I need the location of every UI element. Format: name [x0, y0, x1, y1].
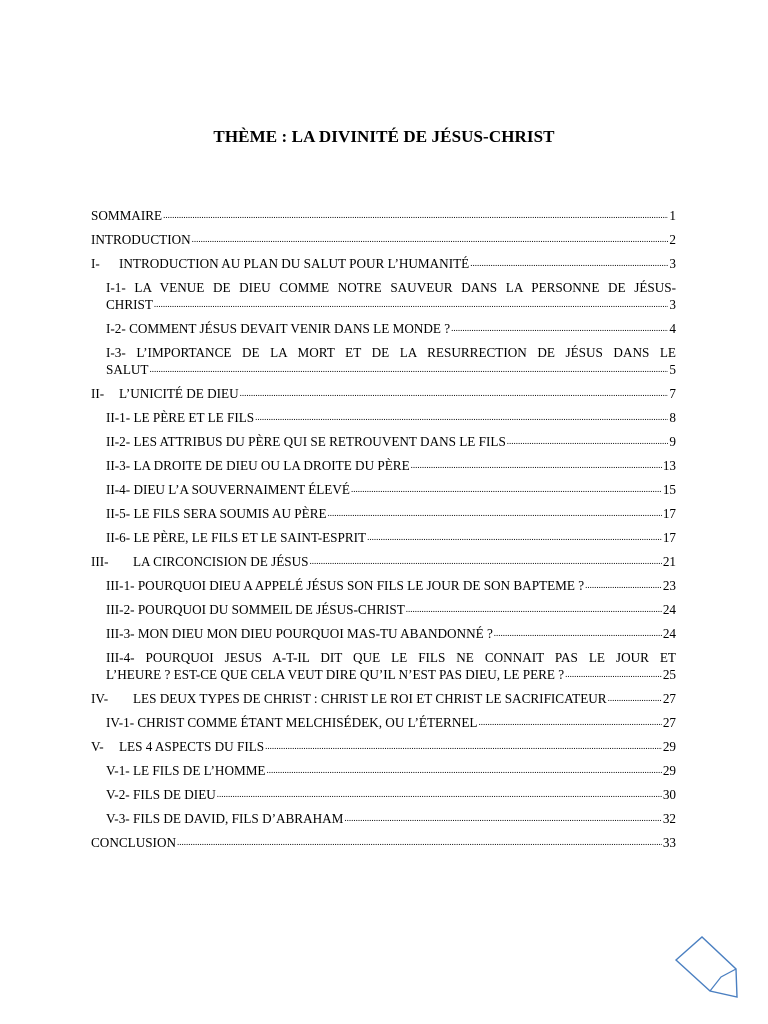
- toc-dot-leader: [494, 625, 662, 642]
- toc-entry[interactable]: [91, 553, 676, 577]
- toc-entry-label: III-1- POURQUOI DIEU A APPELÉ JÉSUS SON FILS LE JOUR DE SON BAPTEME ?: [106, 578, 585, 593]
- toc-entry-label: II-1- LE PÈRE ET LE FILS: [106, 410, 255, 425]
- toc-page-number: 33: [662, 835, 676, 850]
- toc-page-number: 3: [669, 256, 676, 271]
- toc-dot-leader: [310, 553, 662, 570]
- toc-entry-label: V-2- FILS DE DIEU: [106, 787, 216, 802]
- toc-entry-label: SOMMAIRE: [91, 208, 163, 223]
- toc-entry-text-line1: I-1- LA VENUE DE DIEU COMME NOTRE SAUVEUR DANS LA PERSONNE DE JÉSUS-: [106, 280, 676, 295]
- toc-page-number: 9: [669, 434, 676, 449]
- toc-entry-label: V-1- LE FILS DE L’HOMME: [106, 763, 266, 778]
- toc-entry-text-line1: III-4- POURQUOI JESUS A-T-IL DIT QUE LE FILS NE CONNAIT PAS LE JOUR ET: [106, 650, 676, 665]
- toc-entry-label: IV-1- CHRIST COMME ÉTANT MELCHISÉDEK, OU L’ÉTERNEL: [106, 715, 478, 730]
- toc-entry-number: I-: [91, 256, 100, 271]
- toc-entry[interactable]: [91, 738, 676, 762]
- document-title: THÈME : LA DIVINITÉ DE JÉSUS-CHRIST: [213, 127, 555, 146]
- toc-entry[interactable]: [91, 577, 676, 601]
- toc-page-number: 2: [669, 232, 676, 247]
- toc-entry[interactable]: [91, 279, 676, 320]
- toc-entry-label: II-2- LES ATTRIBUS DU PÈRE QUI SE RETROUVENT DANS LE FILS: [106, 434, 506, 449]
- table-of-contents: [91, 207, 676, 858]
- toc-entry-number: III-: [91, 554, 109, 569]
- toc-entry[interactable]: [91, 601, 676, 625]
- toc-page-number: 23: [662, 578, 676, 593]
- toc-dot-leader: [406, 601, 662, 618]
- toc-page-number: 29: [662, 763, 676, 778]
- toc-dot-leader: [163, 207, 668, 224]
- toc-entry-label: INTRODUCTION: [91, 232, 191, 247]
- toc-entry-number: II-: [91, 386, 105, 401]
- toc-entry-number: IV-: [91, 691, 109, 706]
- toc-page-number: 32: [662, 811, 676, 826]
- toc-entry-label: SALUT: [106, 362, 149, 377]
- toc-entry[interactable]: [91, 786, 676, 810]
- toc-entry[interactable]: [91, 649, 676, 690]
- toc-page-number: 24: [662, 626, 676, 641]
- toc-entry[interactable]: [91, 255, 676, 279]
- toc-page-number: 27: [662, 691, 676, 706]
- toc-entry-label: III-3- MON DIEU MON DIEU POURQUOI MAS-TU ABANDONNÉ ?: [106, 626, 493, 641]
- toc-entry-label: L’HEURE ? EST-CE QUE CELA VEUT DIRE QU’IL N’EST PAS DIEU, LE PERE ?: [106, 667, 565, 682]
- toc-page-number: 29: [662, 739, 676, 754]
- toc-entry[interactable]: [91, 433, 676, 457]
- toc-entry-number: V-: [91, 739, 104, 754]
- toc-entry[interactable]: [91, 834, 676, 858]
- toc-page-number: 15: [662, 482, 676, 497]
- toc-entry[interactable]: [91, 762, 676, 786]
- toc-dot-leader: [328, 505, 662, 522]
- toc-entry-label: III-2- POURQUOI DU SOMMEIL DE JÉSUS-CHRIST: [106, 602, 405, 617]
- toc-dot-leader: [266, 762, 661, 779]
- toc-entry[interactable]: [91, 344, 676, 385]
- toc-page-number: 1: [669, 208, 676, 223]
- toc-entry-label: L’UNICITÉ DE DIEU: [119, 386, 239, 401]
- toc-dot-leader: [565, 666, 662, 683]
- toc-page-number: 21: [662, 554, 676, 569]
- toc-page-number: 30: [662, 787, 676, 802]
- toc-dot-leader: [150, 361, 669, 378]
- toc-entry[interactable]: [91, 625, 676, 649]
- toc-entry[interactable]: [91, 385, 676, 409]
- toc-page-number: 7: [669, 386, 676, 401]
- toc-dot-leader: [470, 255, 668, 272]
- toc-entry[interactable]: [91, 320, 676, 344]
- toc-dot-leader: [154, 296, 669, 313]
- toc-dot-leader: [240, 385, 669, 402]
- toc-entry[interactable]: [91, 207, 676, 231]
- toc-page-number: 24: [662, 602, 676, 617]
- toc-dot-leader: [507, 433, 669, 450]
- toc-entry[interactable]: [91, 529, 676, 553]
- toc-entry-label: II-3- LA DROITE DE DIEU OU LA DROITE DU PÈRE: [106, 458, 410, 473]
- toc-entry[interactable]: [91, 231, 676, 255]
- toc-entry-label: V-3- FILS DE DAVID, FILS D’ABRAHAM: [106, 811, 344, 826]
- toc-entry-label: INTRODUCTION AU PLAN DU SALUT POUR L’HUMANITÉ: [119, 256, 470, 271]
- toc-entry[interactable]: [91, 505, 676, 529]
- toc-entry[interactable]: [91, 714, 676, 738]
- toc-entry[interactable]: [91, 409, 676, 433]
- toc-dot-leader: [411, 457, 662, 474]
- toc-entry-label: I-2- COMMENT JÉSUS DEVAIT VENIR DANS LE MONDE ?: [106, 321, 451, 336]
- toc-dot-leader: [608, 690, 662, 707]
- toc-entry-label: II-4- DIEU L’A SOUVERNAIMENT ÉLEVÉ: [106, 482, 350, 497]
- pencil-logo-icon: [670, 935, 742, 1000]
- toc-dot-leader: [217, 786, 662, 803]
- toc-page-number: 3: [669, 297, 676, 312]
- toc-dot-leader: [265, 738, 662, 755]
- toc-entry-label: II-5- LE FILS SERA SOUMIS AU PÈRE: [106, 506, 327, 521]
- toc-page-number: 13: [662, 458, 676, 473]
- toc-dot-leader: [585, 577, 662, 594]
- toc-dot-leader: [478, 714, 661, 731]
- toc-page-number: 17: [662, 530, 676, 545]
- toc-dot-leader: [451, 320, 668, 337]
- toc-dot-leader: [255, 409, 668, 426]
- toc-page-number: 8: [669, 410, 676, 425]
- toc-page-number: 5: [669, 362, 676, 377]
- toc-entry-label: II-6- LE PÈRE, LE FILS ET LE SAINT-ESPRIT: [106, 530, 367, 545]
- toc-entry[interactable]: [91, 690, 676, 714]
- toc-page-number: 4: [669, 321, 676, 336]
- toc-entry[interactable]: [91, 810, 676, 834]
- toc-dot-leader: [351, 481, 662, 498]
- toc-entry[interactable]: [91, 457, 676, 481]
- toc-entry-label: LES DEUX TYPES DE CHRIST : CHRIST LE ROI ET CHRIST LE SACRIFICATEUR: [133, 691, 607, 706]
- toc-entry-text-line1: I-3- L’IMPORTANCE DE LA MORT ET DE LA RESURRECTION DE JÉSUS DANS LE: [106, 345, 676, 360]
- toc-entry-label: LES 4 ASPECTS DU FILS: [119, 739, 265, 754]
- toc-entry-label: LA CIRCONCISION DE JÉSUS: [133, 554, 309, 569]
- toc-dot-leader: [192, 231, 669, 248]
- toc-entry-label: CHRIST: [106, 297, 153, 312]
- toc-page-number: 27: [662, 715, 676, 730]
- toc-page-number: 25: [662, 667, 676, 682]
- toc-page-number: 17: [662, 506, 676, 521]
- toc-dot-leader: [344, 810, 661, 827]
- toc-entry-label: CONCLUSION: [91, 835, 176, 850]
- toc-dot-leader: [177, 834, 662, 851]
- toc-dot-leader: [367, 529, 662, 546]
- toc-entry[interactable]: [91, 481, 676, 505]
